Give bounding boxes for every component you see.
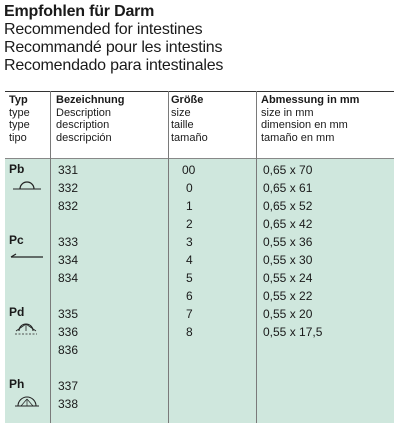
dimension-cell: 0,65 x 70 (263, 163, 313, 177)
size-cell: 6 (186, 289, 193, 303)
needle-table (5, 91, 394, 423)
designation-cell: 834 (58, 271, 79, 285)
dimension-cell: 0,55 x 30 (263, 253, 313, 267)
size-cell: 0 (186, 181, 193, 195)
designation-cell: 338 (58, 397, 79, 411)
column-divider (50, 91, 51, 423)
dimension-cell: 0,65 x 61 (263, 181, 313, 195)
size-cell: 5 (186, 271, 193, 285)
dimension-cell: 0,55 x 20 (263, 307, 313, 321)
dimension-cell: 0,55 x 24 (263, 271, 313, 285)
header-abmessung: Abmessung in mm size in mm dimension en mm tamaño en mm (261, 94, 360, 144)
designation-cell: 836 (58, 343, 79, 357)
cutting-needle-icon (14, 318, 38, 336)
dimension-cell: 0,55 x 36 (263, 235, 313, 249)
size-cell: 3 (186, 235, 193, 249)
designation-cell: 332 (58, 181, 79, 195)
half-circle-needle-icon (12, 179, 42, 191)
designation-cell: 334 (58, 253, 79, 267)
header-groesse: Größe size taille tamaño (171, 94, 208, 144)
size-cell: 8 (186, 325, 193, 339)
dimension-cell: 0,65 x 52 (263, 199, 313, 213)
designation-cell: 337 (58, 379, 79, 393)
dimension-cell: 0,55 x 17,5 (263, 325, 323, 339)
designation-cell: 335 (58, 307, 79, 321)
title-french: Recommandé pour les intestins (4, 39, 223, 56)
straight-needle-icon (10, 251, 44, 261)
title-block (4, 3, 400, 75)
column-divider (168, 91, 169, 423)
title-spanish: Recomendado para intestinales (4, 57, 224, 74)
type-label-ph: Ph (9, 377, 25, 391)
size-cell: 7 (186, 307, 193, 321)
title-english: Recommended for intestines (4, 21, 203, 38)
size-cell: 4 (186, 253, 193, 267)
size-cell: 2 (186, 217, 193, 231)
type-label-pc: Pc (9, 233, 24, 247)
designation-cell: 832 (58, 199, 79, 213)
dimension-cell: 0,55 x 22 (263, 289, 313, 303)
designation-cell: 333 (58, 235, 79, 249)
title-german: Empfohlen für Darm (4, 3, 155, 20)
dimension-cell: 0,65 x 42 (263, 217, 313, 231)
column-divider (256, 91, 257, 423)
type-label-pb: Pb (9, 162, 25, 176)
header-bezeichnung: Bezeichnung Description description descripción (56, 94, 125, 144)
half-circle-cutting-needle-icon (14, 393, 40, 409)
type-label-pd: Pd (9, 305, 25, 319)
header-typ: Typ type type tipo (9, 94, 30, 144)
designation-cell: 331 (58, 163, 79, 177)
size-cell: 1 (186, 199, 193, 213)
designation-cell: 336 (58, 325, 79, 339)
size-cell: 00 (182, 163, 196, 177)
